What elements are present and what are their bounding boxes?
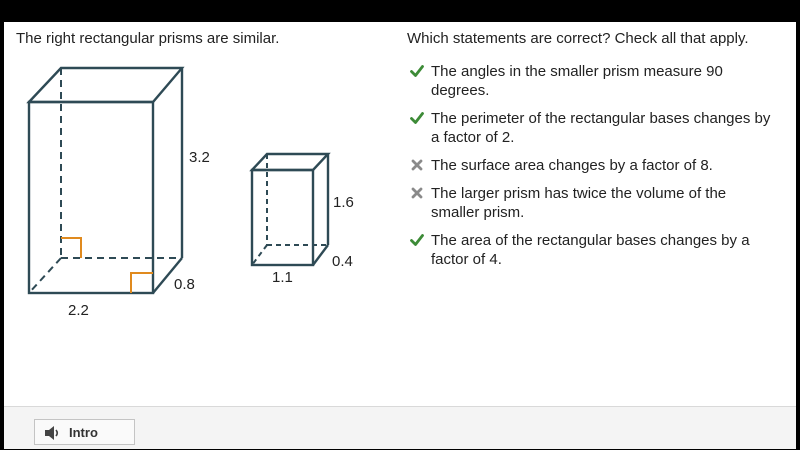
statement-text: The perimeter of the rectangular bases changes by a factor of 2.	[431, 110, 771, 146]
large-prism-hidden-depth-edge	[29, 258, 61, 293]
small-prism-front-face	[252, 170, 313, 265]
right-angle-marker	[61, 238, 81, 258]
check-icon	[410, 111, 424, 125]
small-prism-hidden-depth-edge	[252, 245, 267, 265]
small-prism-width-label: 1.1	[272, 269, 293, 286]
statement-item[interactable]	[404, 184, 774, 222]
statement-item[interactable]	[404, 109, 774, 147]
x-icon	[410, 186, 424, 200]
large-prism-top-face	[29, 68, 182, 102]
statement-item[interactable]	[404, 231, 774, 269]
small-prism-height-label: 1.6	[333, 194, 354, 211]
statement-list	[404, 62, 774, 278]
check-icon	[410, 233, 424, 247]
statement-item[interactable]	[404, 156, 774, 175]
figure-prompt: The right rectangular prisms are similar.	[16, 30, 280, 47]
intro-button[interactable]	[34, 419, 135, 445]
large-prism-front-face	[29, 102, 153, 293]
statement-text: The area of the rectangular bases changes by a factor of 4.	[431, 232, 750, 268]
intro-label: Intro	[69, 425, 98, 440]
small-prism-top-face	[252, 154, 328, 170]
x-icon	[410, 158, 424, 172]
check-icon	[410, 64, 424, 78]
question-panel	[4, 22, 796, 448]
footer-bar	[4, 406, 796, 449]
small-prism-depth-label: 0.4	[332, 253, 353, 270]
question-prompt: Which statements are correct? Check all that apply.	[407, 30, 749, 47]
statement-text: The larger prism has twice the volume of the smaller prism.	[431, 185, 727, 221]
statement-text: The angles in the smaller prism measure 90 degrees.	[431, 63, 723, 99]
large-prism	[29, 68, 182, 293]
large-prism-width-label: 2.2	[68, 302, 89, 319]
large-prism-depth-label: 0.8	[174, 276, 195, 293]
right-angle-marker	[131, 273, 153, 293]
speaker-icon	[43, 424, 61, 442]
small-prism	[252, 154, 328, 265]
statement-text: The surface area changes by a factor of 8.	[431, 157, 713, 174]
small-prism-bottom-right-edge	[313, 245, 328, 265]
large-prism-height-label: 3.2	[189, 149, 210, 166]
statement-item[interactable]	[404, 62, 774, 100]
